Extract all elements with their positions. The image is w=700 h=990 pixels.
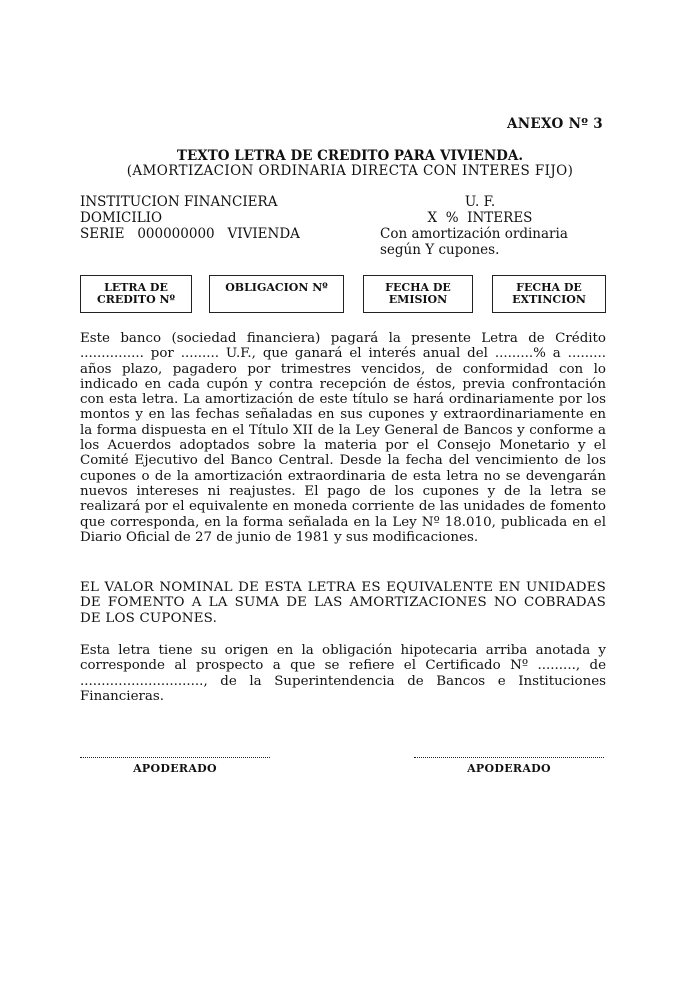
document-title: TEXTO LETRA DE CREDITO PARA VIVIENDA. (176, 148, 524, 164)
signature-right (414, 757, 604, 775)
amortization-line-2: según Y cupones. (380, 242, 500, 258)
document-subtitle: (AMORTIZACION ORDINARIA DIRECTA CON INTERES FIJO) (126, 163, 574, 179)
amortization-line-1: Con amortización ordinaria (380, 226, 568, 242)
issuer-info (80, 194, 300, 242)
box-obligacion-label: OBLIGACION Nº (225, 281, 328, 294)
signature-line-left (80, 757, 270, 758)
reference-boxes (80, 275, 606, 317)
box-letra-credito (80, 275, 192, 313)
institution-label: INSTITUCION FINANCIERA (80, 194, 278, 210)
signature-left (80, 757, 270, 775)
paragraph-origin: Esta letra tiene su origen en la obligación hipotecaria arriba anotada y corresponde al prospecto a que se refiere el Certificado Nº ........., de ............................., de la Superintendencia de Bancos e Instituciones Financieras. (80, 643, 606, 704)
signature-label-left: APODERADO (133, 762, 217, 775)
paragraph-nominal-value: EL VALOR NOMINAL DE ESTA LETRA ES EQUIVALENTE EN UNIDADES DE FOMENTO A LA SUMA DE LAS AMORTIZACIONES NO COBRADAS DE LOS CUPONES. (80, 580, 606, 626)
interest-label: X % INTERES (427, 210, 533, 226)
box-fecha-emision-label: FECHA DE EMISION (385, 281, 451, 306)
signature-label-right: APODERADO (467, 762, 551, 775)
box-fecha-extincion-label: FECHA DE EXTINCION (512, 281, 586, 306)
annex-number: ANEXO Nº 3 (507, 116, 603, 132)
terms-info (380, 194, 606, 258)
box-letra-credito-label: LETRA DE CREDITO Nº (96, 281, 176, 306)
box-fecha-extincion (492, 275, 606, 313)
signature-line-right (414, 757, 604, 758)
series-label: SERIE 000000000 VIVIENDA (80, 226, 300, 242)
paragraph-terms: Este banco (sociedad financiera) pagará la presente Letra de Crédito ............... por ......... U.F., que ganará el interés anual del .........% a ......... años plazo, pagadero por trimestres vencidos, de conformidad con lo indicado en cada cupón y contra recepción de éstos, previa confrontación con esta letra. La amortización de este título se hará ordinariamente por los montos y en las fechas señaladas en sus cupones y extraordinariamente en la forma dispuesta en el Título XII de la Ley General de Bancos y conforme a los Acuerdos adoptados sobre la materia por el Consejo Monetario y el Comité Ejecutivo del Banco Central. Desde la fecha del vencimiento de los cupones o de la amortización extraordinaria de esta letra no se devengarán nuevos intereses ni reajustes. El pago de los cupones y de la letra se realizará por el equivalente en moneda corriente de las unidades de fomento que corresponda, en la forma señalada en la Ley Nº 18.010, publicada en el Diario Oficial de 27 de junio de 1981 y sus modificaciones. (80, 331, 606, 545)
box-obligacion (209, 275, 344, 313)
box-fecha-emision (363, 275, 473, 313)
uf-label: U. F. (464, 194, 496, 210)
address-label: DOMICILIO (80, 210, 163, 226)
